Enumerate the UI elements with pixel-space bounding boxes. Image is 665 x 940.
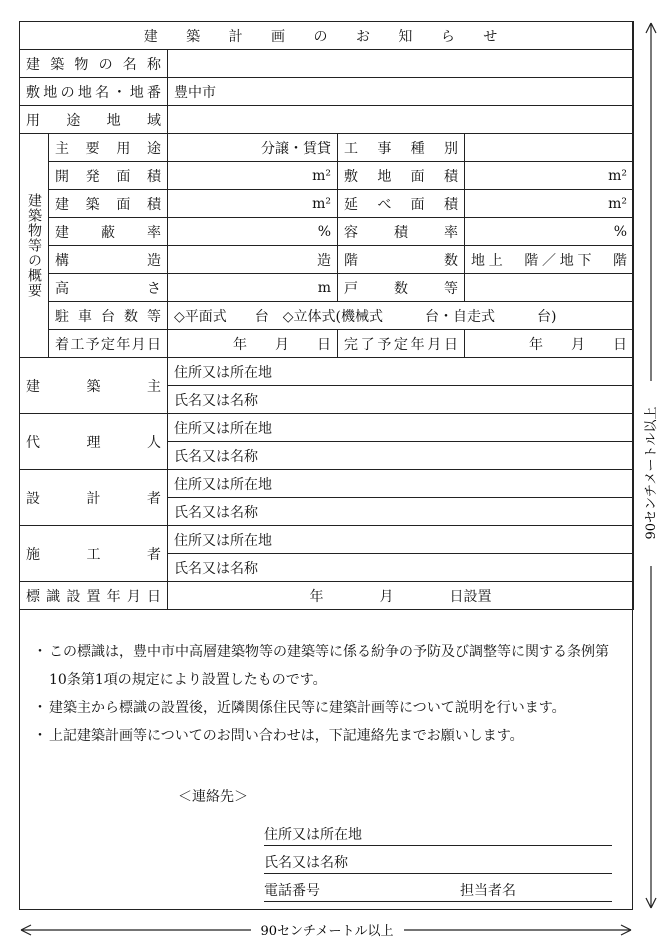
end-date-label: 完了予定年月日 xyxy=(338,330,465,358)
dev-area-unit: m² xyxy=(168,162,338,190)
floors-value: 地上 階／地下 階 xyxy=(465,246,634,274)
contact-name-line xyxy=(264,853,612,874)
sign-date-value: 年 月 日設置 xyxy=(168,582,634,610)
bullet: ・ xyxy=(33,700,47,716)
vertical-dimension-label: 90センチメートル以上 xyxy=(644,406,659,540)
contact-person-label: 担当者名 xyxy=(460,883,516,899)
building-name-label: 建築物の名称 xyxy=(20,50,168,78)
party-label-designer: 設 計 者 xyxy=(20,470,168,526)
party-agent-address: 住所又は所在地 xyxy=(168,414,634,442)
form-title: 建 築 計 画 の お 知 ら せ xyxy=(20,22,634,50)
overview-group-label: 建築物等の概要 xyxy=(20,134,49,358)
parking-value: ◇平面式 台 ◇立体式(機械式 台・自走式 台) xyxy=(168,302,634,330)
contact-phone-line xyxy=(264,881,612,902)
structure-suffix: 造 xyxy=(168,246,338,274)
dev-area-label: 開発面積 xyxy=(49,162,168,190)
contact-address-line xyxy=(264,825,612,846)
site-label: 敷地の地名・地番 xyxy=(20,78,168,106)
horizontal-dimension xyxy=(19,922,633,938)
note-item xyxy=(19,722,633,750)
party-owner-name: 氏名又は名称 xyxy=(168,386,634,414)
work-type-label: 工事種別 xyxy=(338,134,465,162)
site-area-unit: m² xyxy=(465,162,634,190)
vertical-dimension xyxy=(641,21,661,910)
site-value: 豊中市 xyxy=(168,78,634,106)
sign-date-label: 標識設置年月日 xyxy=(20,582,168,610)
party-label-contractor: 施 工 者 xyxy=(20,526,168,582)
floors-label: 階数 xyxy=(338,246,465,274)
note-item xyxy=(19,638,633,694)
building-area-unit: m² xyxy=(168,190,338,218)
main-use-label: 主要用途 xyxy=(49,134,168,162)
coverage-label: 建蔽率 xyxy=(49,218,168,246)
party-agent-name: 氏名又は名称 xyxy=(168,442,634,470)
total-floor-label: 延べ面積 xyxy=(338,190,465,218)
note-item xyxy=(19,694,633,722)
height-unit: m xyxy=(168,274,338,302)
note-text: 建築主から標識の設置後，近隣関係住民等に建築計画等について説明を行います。 xyxy=(49,700,566,716)
total-floor-unit: m² xyxy=(465,190,634,218)
note-text: 上記建築計画等についてのお問い合わせは，下記連絡先までお願いします。 xyxy=(49,728,524,744)
contact-phone-label: 電話番号 xyxy=(264,883,320,899)
party-label-owner: 建 築 主 xyxy=(20,358,168,414)
notes xyxy=(19,638,633,750)
end-date-value: 年 月 日 xyxy=(465,330,634,358)
note-text: この標識は，豊中市中高層建築物等の建築等に係る紛争の予防及び調整等に関する条例第10条第1項の規定により設置したものです。 xyxy=(49,644,609,688)
units-field xyxy=(465,274,634,302)
main-use-value: 分譲・賃貸 xyxy=(168,134,338,162)
units-label: 戸数等 xyxy=(338,274,465,302)
building-plan-form xyxy=(19,21,634,610)
contact-title: ＜連絡先＞ xyxy=(178,789,248,805)
start-date-label: 着工予定年月日 xyxy=(49,330,168,358)
party-designer-name: 氏名又は名称 xyxy=(168,498,634,526)
far-label: 容積率 xyxy=(338,218,465,246)
use-zone-label: 用途地域 xyxy=(20,106,168,134)
use-zone-field xyxy=(168,106,634,134)
bullet: ・ xyxy=(33,644,47,660)
coverage-unit: % xyxy=(168,218,338,246)
far-unit: % xyxy=(465,218,634,246)
party-owner-address: 住所又は所在地 xyxy=(168,358,634,386)
structure-label: 構造 xyxy=(49,246,168,274)
bullet: ・ xyxy=(33,728,47,744)
building-name-field xyxy=(168,50,634,78)
party-contractor-address: 住所又は所在地 xyxy=(168,526,634,554)
building-area-label: 建築面積 xyxy=(49,190,168,218)
party-label-agent: 代 理 人 xyxy=(20,414,168,470)
party-contractor-name: 氏名又は名称 xyxy=(168,554,634,582)
contact-address-label: 住所又は所在地 xyxy=(264,827,362,843)
horizontal-dimension-label: 90センチメートル以上 xyxy=(260,924,394,938)
site-area-label: 敷地面積 xyxy=(338,162,465,190)
party-designer-address: 住所又は所在地 xyxy=(168,470,634,498)
start-date-value: 年 月 日 xyxy=(168,330,338,358)
height-label: 高さ xyxy=(49,274,168,302)
parking-label: 駐車台数等 xyxy=(49,302,168,330)
work-type-field xyxy=(465,134,634,162)
contact-name-label: 氏名又は名称 xyxy=(264,855,348,871)
